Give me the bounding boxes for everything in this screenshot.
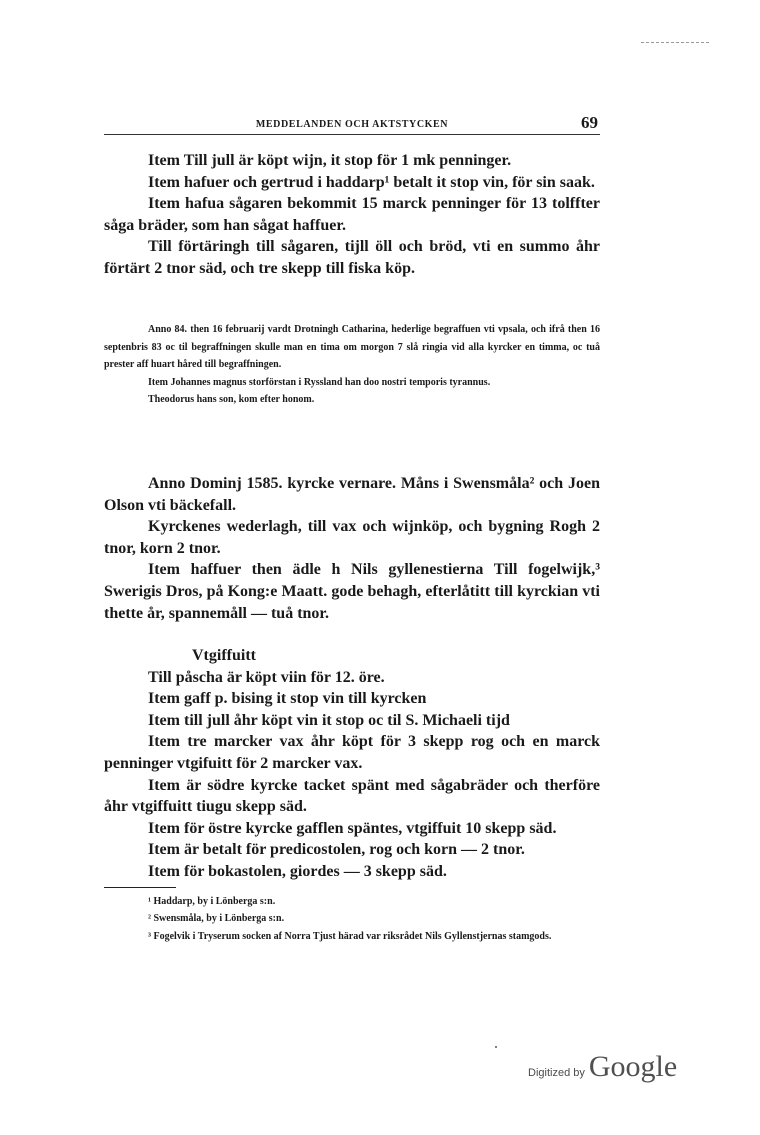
line-bising: Item gaff p. bising it stop vin till kyrcken — [148, 690, 427, 708]
paragraph-2: Item hafuer och gertrud i haddarp¹ betalt it stop vin, för sin saak. — [148, 173, 595, 191]
footnote-1: ¹ Haddarp, by i Lönberga s:n. — [148, 896, 276, 907]
page-number: 69 — [581, 113, 598, 132]
line-bokastolen: Item för bokastolen, giordes — 3 skepp säd. — [148, 862, 447, 880]
chronicle-note — [104, 321, 600, 409]
paragraph-1: Item Till jull är köpt wijn, it stop för 1 mk penninger. — [148, 152, 512, 169]
paragraph-marcker-vax: Item tre marcker vax åhr köpt för 3 skepp rog och en marck penninger vtgifuitt för 2 marcker vax. — [104, 733, 600, 772]
section-heading-vtgiffuitt: Vtgiffuitt — [192, 647, 256, 664]
line-jull-michaeli: Item till jull åhr köpt vin it stop oc til S. Michaeli tijd — [148, 711, 510, 729]
vtgiffuitt-section — [104, 645, 600, 883]
footnote-3: ³ Fogelvik i Tryserum socken af Norra Tjust härad var riksrådet Nils Gyllenstjernas stamgods. — [148, 930, 552, 942]
footnotes — [104, 893, 600, 945]
section-1585 — [104, 473, 600, 624]
paragraph-sodre-kyrcke: Item är södre kyrcke tacket spänt med sågabräder och therföre åhr vtgiffuitt tiugu skepp säd. — [104, 776, 600, 816]
page-header — [104, 113, 600, 135]
google-watermark — [528, 1050, 688, 1090]
corner-scan-mark — [641, 42, 709, 44]
line-predicostolen: Item är betalt för predicostolen, rog och korn — 2 tnor. — [148, 841, 525, 859]
main-text-block — [104, 150, 600, 280]
running-title: MEDDELANDEN OCH AKTSTYCKEN — [255, 119, 449, 130]
paragraph-4: Till förtäringh till sågaren, tijll öll och bröd, vti en summo åhr förtärt 2 tnor säd, och tre skepp till fiska köp. — [104, 238, 600, 277]
header-rule — [104, 134, 600, 135]
google-logo: Google — [588, 1050, 678, 1083]
note-paragraph-3: Theodorus hans son, kom efter honom. — [148, 394, 315, 405]
line-ostre-gafflen: Item för östre kyrcke gafflen späntes, vtgiffuit 10 skepp säd. — [148, 819, 557, 837]
line-paascha: Till påscha är köpt viin för 12. öre. — [148, 668, 385, 686]
paragraph-3: Item hafua sågaren bekommit 15 marck penninger för 13 tolffter såga bräder, som han sågat haffuer. — [104, 195, 600, 234]
scan-speck — [495, 1046, 497, 1048]
footnote-rule — [104, 887, 176, 888]
paragraph-wederlagh: Kyrckenes wederlagh, till vax och wijnköp, och bygning Rogh 2 tnor, korn 2 tnor. — [104, 518, 600, 557]
paragraph-kyrckevernare: Anno Dominj 1585. kyrcke vernare. Måns i Swensmåla² och Joen Olson vti bäckefall. — [104, 475, 600, 514]
footnote-2: ² Swensmåla, by i Lönberga s:n. — [148, 913, 285, 925]
paragraph-gyllenestierna: Item haffuer then ädle h Nils gyllenestierna Till fogelwijk,³ Swerigis Dros, på Kong:e Maatt. gode behagh, efterlåtitt till kyrckian vti thette år, spannemåll — tuå tnor. — [104, 561, 600, 622]
note-paragraph-2: Item Johannes magnus storförstan i Ryssland han doo nostri temporis tyrannus. — [148, 376, 491, 388]
digitized-by-label: Digitized by — [528, 1067, 585, 1079]
note-paragraph-1: Anno 84. then 16 februarij vardt Drotningh Catharina, hederlige begraffuen vti vpsala, och ifrå then 16 septenbris 83 oc til begraffningen skulle man en tima om morgon 7 slå ringia vid alla kyrcker en timma, oc tuå prester aff huart håred till begraffningen. — [104, 324, 600, 370]
